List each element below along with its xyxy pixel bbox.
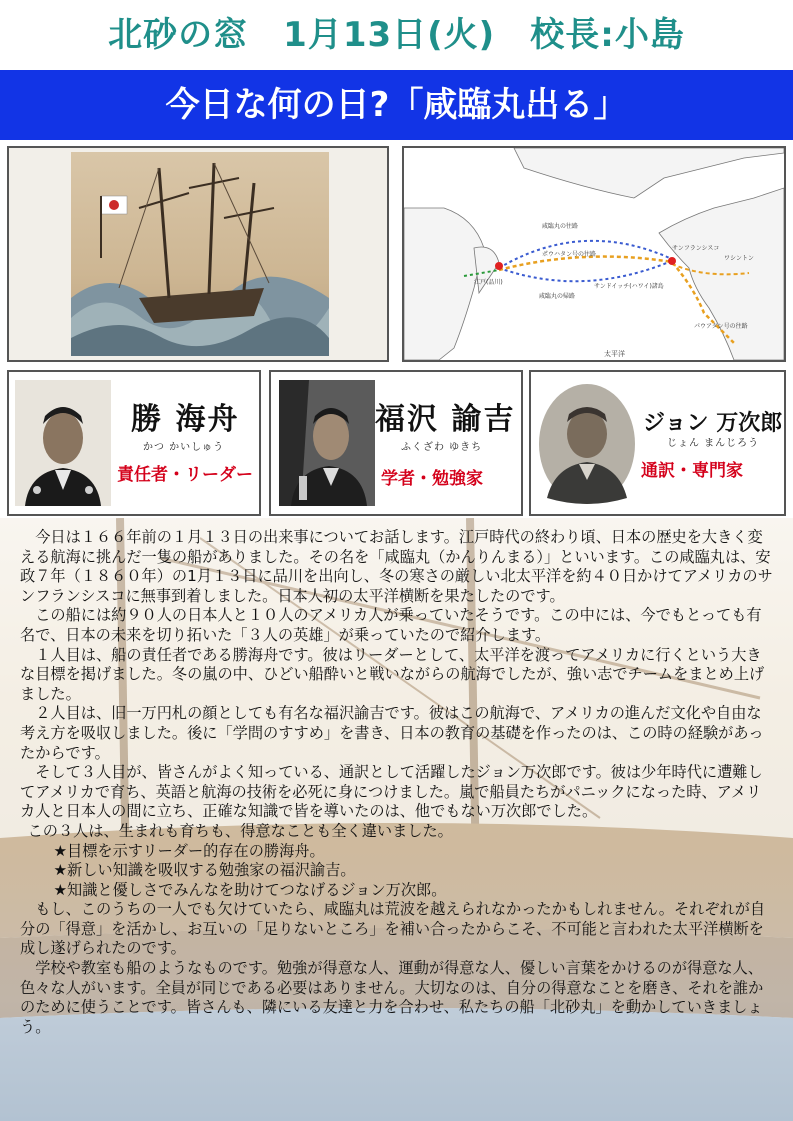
summary-line: この３人は、生まれも育ちも、得意なことも全く違いました。 (27, 821, 453, 840)
person-role: 通訳・専門家 (641, 461, 743, 481)
article-text (20, 528, 775, 1037)
person-reading: じょん まんじろう (667, 438, 760, 449)
voyage-map (402, 146, 786, 362)
map-label-sandwich: サンドイッチ(ハワイ)諸島 (594, 283, 664, 290)
star-item: ★知識と優しさでみんなを助けてつなげるジョン万次郎。 (53, 880, 447, 899)
person-name: ジョン 万次郎 (643, 411, 783, 436)
paragraph: この船には約９０人の日本人と１０人のアメリカ人が乗っていたそうです。この中には、今でもとっても有名で、日本の未来を切り拓いた「３人の英雄」が乗っていたので紹介します。 (20, 606, 762, 644)
paragraph: ２人目は、旧一万円札の顔としても有名な福沢諭吉です。彼はこの航海で、アメリカの進んだ文化や自由な考え方を吸収しました。後に「学問のすすめ」を書き、日本の教育の基礎を作ったのは、この時の経験があったからです。 (20, 704, 764, 762)
person-reading: かつ かいしゅう (143, 442, 225, 453)
person-role: 責任者・リーダー (117, 465, 253, 485)
page-header: 北砂の窓 1月13日(火) 校長:小島 (108, 15, 685, 55)
map-label-kanrin: 咸臨丸の往路 (542, 223, 579, 230)
article-body (0, 518, 793, 1121)
portrait-manjiro (537, 380, 637, 508)
person-name: 勝 海舟 (131, 402, 240, 437)
paragraph: １人目は、船の責任者である勝海舟です。彼はリーダーとして、太平洋を渡ってアメリカに行くという大きな目標を掲げました。冬の嵐の中、ひどい船酔いと戦いながらの航海でしたが、強い志でチームをまとめ上げました。 (20, 645, 765, 703)
map-label-powhatan2: パウアタン号の往路 (694, 323, 748, 330)
person-name: 福沢 諭吉 (375, 402, 516, 437)
portrait-fukuzawa (279, 380, 375, 506)
map-label-sanfran: サンフランシスコ (672, 245, 720, 252)
map-label-washington: ワシントン (724, 255, 754, 262)
person-card-fukuzawa (269, 370, 523, 516)
star-item: ★新しい知識を吸収する勉強家の福沢諭吉。 (53, 861, 356, 880)
portrait-katsu (15, 380, 111, 506)
paragraph: もし、このうちの一人でも欠けていたら、咸臨丸は荒波を越えられなかったかもしれません。それぞれが自分の「得意」を活かし、お互いの「足りないところ」を補い合ったからこそ、不可能と言われた太平洋横断を成し遂げられたのです。 (20, 900, 766, 958)
ship-painting (7, 146, 389, 362)
paragraph: 今日は１６６年前の１月１３日の出来事についてお話します。江戸時代の終わり頃、日本の歴史を大きく変える航海に挑んだ一隻の船がありました。その名を「咸臨丸（かんりんまる）」といいます。この咸臨丸は、安政７年（１８６０年）の1月１３日に品川を出向し、冬の寒さの厳しい北太平洋を約４０日かけてアメリカのサンフランシスコに無事到着しました。日本人初の太平洋横断を果たしたのです。 (20, 528, 773, 605)
person-card-katsu (7, 370, 261, 516)
person-role: 学者・勉強家 (381, 469, 483, 489)
map-label-edo: 江戸(品川) (474, 279, 503, 286)
title-banner: 今日な何の日?「咸臨丸出る」 (0, 70, 793, 140)
person-card-manjiro (529, 370, 786, 516)
map-label-powhatan: ポウハタン号の往路 (542, 251, 597, 258)
paragraph: 学校や教室も船のようなものです。勉強が得意な人、運動が得意な人、優しい言葉をかけるのが得意な人、色々な人がいます。全員が同じである必要はありません。大切なのは、自分の得意なことを磨き、それを誰かのために使うことです。皆さんも、隣にいる友達と力を合わせ、私たちの船「北砂丸」を動かしていきましょう。 (20, 959, 764, 1036)
map-label-pacific: 太平洋 (604, 350, 625, 358)
paragraph: そして３人目が、皆さんがよく知っている、通訳として活躍したジョン万次郎です。彼は少年時代に遭難してアメリカで育ち、英語と航海の技術を必死に身につけました。嵐で船員たちがパニックになった時、アメリカ人と日本人の間に立ち、正確な知識で皆を導いたのは、他でもない万次郎でした。 (20, 763, 763, 821)
person-reading: ふくざわ ゆきち (401, 442, 483, 453)
star-item: ★目標を示すリーダー的存在の勝海舟。 (53, 841, 325, 860)
map-label-kanrin-return: 咸臨丸の帰路 (539, 293, 576, 300)
